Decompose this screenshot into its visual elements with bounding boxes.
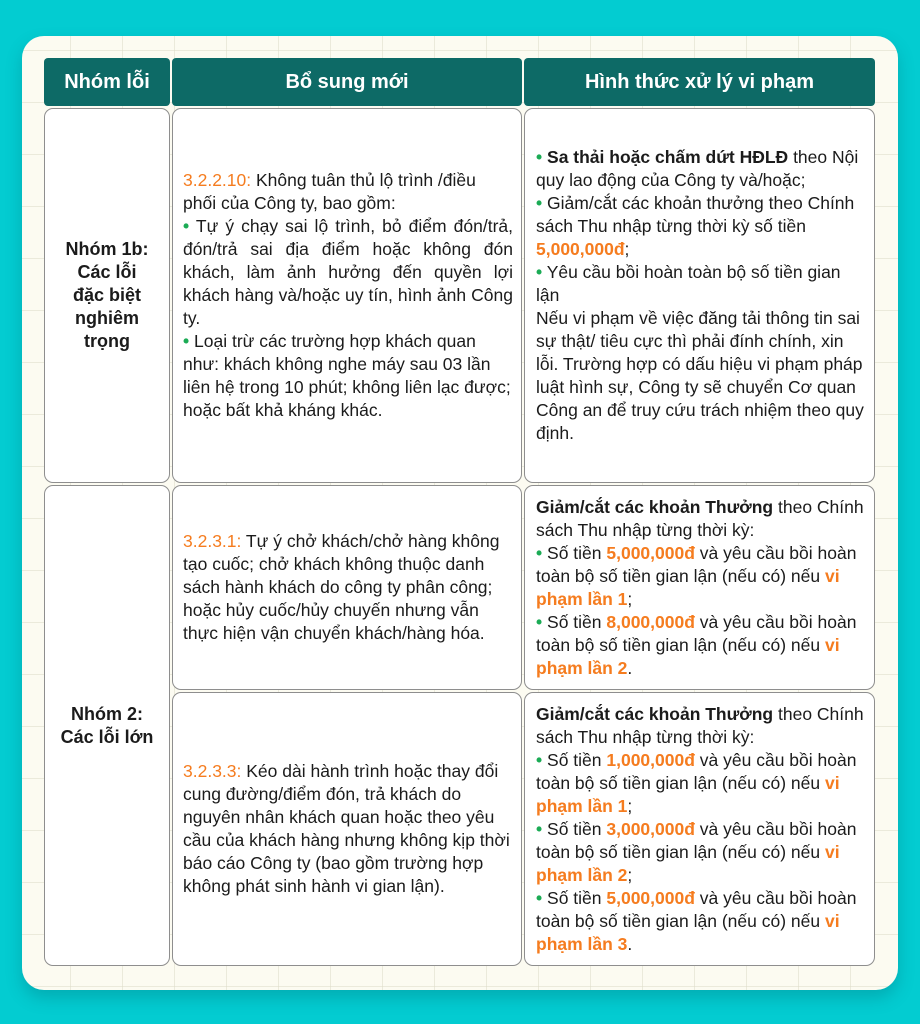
rule-cell-3-2-2-10 xyxy=(172,108,522,483)
penalty-text xyxy=(536,496,868,680)
bullet-icon: • xyxy=(536,262,543,282)
bullet-icon: • xyxy=(183,216,190,236)
item-mid: và yêu cầu bồi hoàn toàn bộ số tiền gian lận (nếu có) nếu xyxy=(536,542,857,586)
rule-text xyxy=(183,169,513,422)
penalty-cell-3-2-3-1 xyxy=(524,485,875,690)
bullet-icon: • xyxy=(536,542,543,563)
rule-text xyxy=(183,760,513,898)
rule-cell-3-2-3-1 xyxy=(172,485,522,690)
penalty-dismissal-detail: theo Nội quy lao động của Công ty và/hoặc; xyxy=(536,147,859,190)
punctuation: ; xyxy=(627,864,633,885)
penalty-amount: 3,000,000đ xyxy=(606,818,695,839)
bullet-icon: • xyxy=(536,147,543,167)
rule-description: Tự ý chở khách/chở hàng không tạo cuốc; chở khách không thuộc danh sách hành khách do công ty phân công; hoặc hủy cuốc/hủy chuyến nhưng vẫn thực hiện vận chuyển khách/hàng hóa. xyxy=(183,531,500,643)
penalty-text xyxy=(536,146,868,445)
penalty-amount: 1,000,000đ xyxy=(606,749,695,770)
header-penalty xyxy=(524,58,875,106)
penalty-item xyxy=(536,818,868,887)
item-pre: Số tiền xyxy=(547,542,607,563)
bullet-icon: • xyxy=(536,193,543,213)
violation-level: vi phạm lần 1 xyxy=(536,772,840,816)
penalty-cell-3-2-3-3 xyxy=(524,692,875,966)
rule-code: 3.2.2.10: xyxy=(183,170,252,190)
item-mid: và yêu cầu bồi hoàn toàn bộ số tiền gian lận (nếu có) nếu xyxy=(536,611,857,655)
penalty-item xyxy=(536,887,868,956)
rule-code: 3.2.3.3: xyxy=(183,761,242,781)
violation-level: vi phạm lần 1 xyxy=(536,565,840,609)
penalty-note: Nếu vi phạm về việc đăng tải thông tin sai sự thật/ tiêu cực thì phải đính chính, xin lỗi. Trường hợp có dấu hiệu vi phạm pháp luật hình sự, Công ty sẽ chuyển Cơ quan Công an để truy cứu trách nhiệm theo quy định. xyxy=(536,308,864,443)
rule-intro: Không tuân thủ lộ trình /điều phối của Công ty, bao gồm: xyxy=(183,170,476,213)
group-label-1b xyxy=(66,238,149,353)
penalty-item xyxy=(536,611,868,680)
group-label-line: Các lỗi lớn xyxy=(60,726,154,747)
group-label-line: Các lỗi xyxy=(77,262,137,282)
penalty-amount: 8,000,000đ xyxy=(606,611,695,632)
item-pre: Số tiền xyxy=(547,818,607,839)
penalty-refund: Yêu cầu bồi hoàn toàn bộ số tiền gian lận xyxy=(536,262,841,305)
header-new-addition xyxy=(172,58,522,106)
item-pre: Số tiền xyxy=(547,611,607,632)
penalty-amount: 5,000,000đ xyxy=(606,542,695,563)
punctuation: . xyxy=(627,933,633,954)
item-pre: Số tiền xyxy=(547,749,607,770)
punctuation: ; xyxy=(627,588,633,609)
rule-text xyxy=(183,530,513,645)
penalty-bonus-cut: Giảm/cắt các khoản thưởng theo Chính sách Thu nhập từng thời kỳ số tiền xyxy=(536,193,855,236)
header-group-label: Nhóm lỗi xyxy=(64,70,150,93)
penalty-amount: 5,000,000đ xyxy=(606,887,695,908)
item-mid: và yêu cầu bồi hoàn toàn bộ số tiền gian lận (nếu có) nếu xyxy=(536,887,857,931)
penalty-cell-3-2-2-10 xyxy=(524,108,875,483)
penalty-item xyxy=(536,542,868,611)
bullet-icon: • xyxy=(536,611,543,632)
penalty-item xyxy=(536,749,868,818)
bullet-icon: • xyxy=(536,818,543,839)
header-penalty-label: Hình thức xử lý vi phạm xyxy=(584,70,814,93)
violation-level: vi phạm lần 3 xyxy=(536,910,840,954)
group-cell-1b xyxy=(44,108,170,483)
violation-level: vi phạm lần 2 xyxy=(536,841,840,885)
punctuation: ; xyxy=(627,795,633,816)
item-mid: và yêu cầu bồi hoàn toàn bộ số tiền gian lận (nếu có) nếu xyxy=(536,749,857,793)
header-group xyxy=(44,58,170,106)
penalty-amount: 5,000,000đ xyxy=(536,239,625,259)
violation-level: vi phạm lần 2 xyxy=(536,634,840,678)
rule-cell-3-2-3-3 xyxy=(172,692,522,966)
punctuation: ; xyxy=(624,239,630,259)
group-label-line: trọng xyxy=(84,331,130,351)
item-pre: Số tiền xyxy=(547,887,607,908)
rule-description: Kéo dài hành trình hoặc thay đổi cung đường/điểm đón, trả khách do nguyên nhân khách quan hoặc theo yêu cầu của khách hàng nhưng không kịp thời báo cáo Công ty (bao gồm trường hợp không phát sinh hành vi gian lận). xyxy=(183,761,510,896)
penalty-dismissal: Sa thải hoặc chấm dứt HĐLĐ xyxy=(547,147,789,167)
rule-bullet: Loại trừ các trường hợp khách quan như: khách không nghe máy sau 03 lần liên hệ trong 10 phút; không liên lạc được; hoặc bất khả kháng khác. xyxy=(183,331,511,420)
group-cell-2 xyxy=(44,485,170,966)
penalty-lead: Giảm/cắt các khoản Thưởng xyxy=(536,703,774,724)
header-new-addition-label: Bổ sung mới xyxy=(285,70,409,93)
rule-code: 3.2.3.1: xyxy=(183,531,242,551)
rule-bullet: Tự ý chạy sai lộ trình, bỏ điểm đón/trả, đón/trả sai địa điểm hoặc không đón khách, làm ảnh hưởng đến quyền lợi khách hàng và/hoặc uy tín, hình ảnh Công ty. xyxy=(183,216,513,328)
group-label-line: nghiêm xyxy=(74,308,139,328)
penalty-lead-detail: theo Chính sách Thu nhập từng thời kỳ: xyxy=(536,703,864,747)
penalty-text xyxy=(536,703,868,956)
bullet-icon: • xyxy=(536,887,543,908)
penalty-lead: Giảm/cắt các khoản Thưởng xyxy=(536,496,774,517)
penalty-lead-detail: theo Chính sách Thu nhập từng thời kỳ: xyxy=(536,496,864,540)
punctuation: . xyxy=(627,657,633,678)
group-label-line: Nhóm 1b: xyxy=(65,239,149,259)
item-mid: và yêu cầu bồi hoàn toàn bộ số tiền gian lận (nếu có) nếu xyxy=(536,818,857,862)
bullet-icon: • xyxy=(536,749,543,770)
group-label-line: đặc biệt xyxy=(72,285,142,305)
group-label-2 xyxy=(61,703,154,749)
group-label-line: Nhóm 2: xyxy=(71,703,143,724)
bullet-icon: • xyxy=(183,331,190,351)
